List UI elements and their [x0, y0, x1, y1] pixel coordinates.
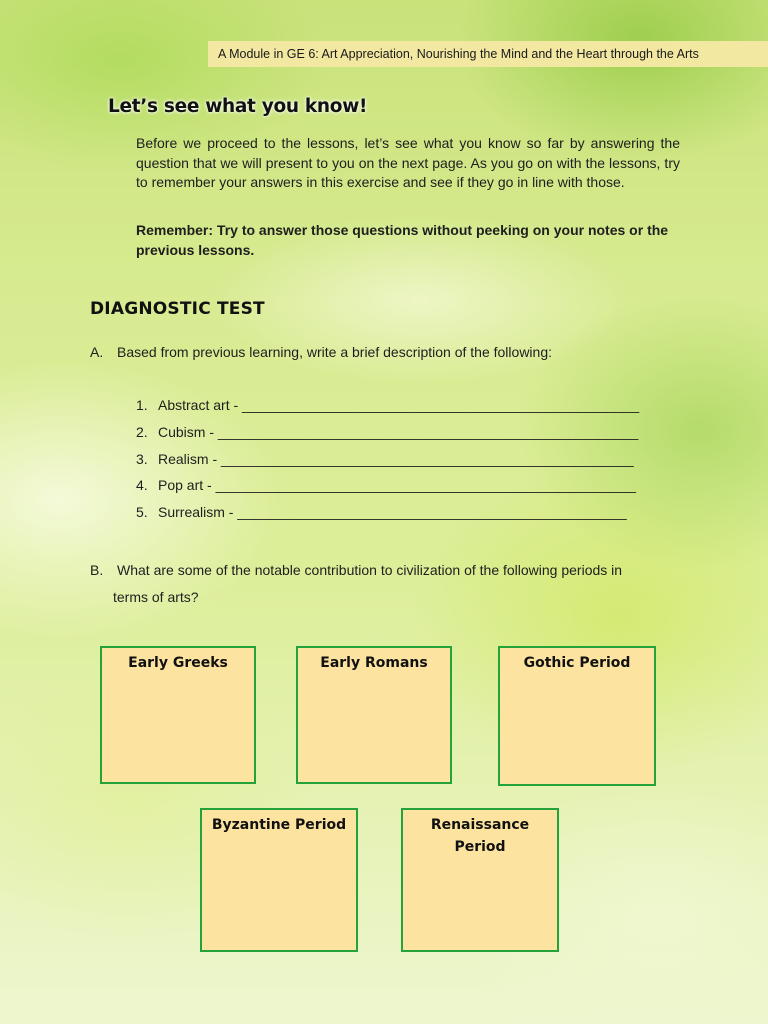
item-number: 4.: [136, 477, 148, 494]
item-number: 3.: [136, 450, 148, 467]
list-item: [136, 477, 639, 504]
part-a-items: [136, 397, 639, 531]
list-item: [136, 424, 639, 451]
box-label: Early Romans: [320, 655, 428, 671]
intro-heading: Let’s see what you know!: [108, 96, 368, 117]
item-text: Abstract art - ___________________________________________________: [158, 397, 640, 413]
part-b-text-line2: terms of arts?: [113, 589, 199, 605]
item-text: Realism - _____________________________________________________: [158, 450, 634, 467]
box-label: Early Greeks: [128, 655, 228, 671]
part-b-prompt: [90, 557, 690, 611]
item-number: 5.: [136, 504, 148, 520]
module-title: A Module in GE 6: Art Appreciation, Nourishing the Mind and the Heart through the Arts: [218, 47, 699, 61]
item-text: Cubism - ______________________________________________________: [158, 423, 639, 440]
answer-box-renaissance-period[interactable]: [401, 808, 559, 952]
answer-box-early-romans[interactable]: [296, 646, 452, 784]
item-text: Pop art - ______________________________________________________: [158, 477, 637, 494]
part-a-prompt: [90, 344, 552, 360]
box-label: Byzantine Period: [211, 817, 347, 833]
box-label-line2: Period: [454, 839, 506, 855]
item-number: 1.: [136, 397, 148, 413]
answer-box-byzantine-period[interactable]: [200, 808, 358, 952]
intro-paragraph: Before we proceed to the lessons, let’s see what you know so far by answering the question that we will present to you on the next page. As you go on with the lessons, try to remember your answers in this exercise and see if they go in line with those.: [136, 135, 680, 190]
answer-box-gothic-period[interactable]: [498, 646, 656, 786]
part-b-text-line1: What are some of the notable contribution to civilization of the following periods in: [117, 562, 623, 578]
box-label: Renaissance: [430, 817, 530, 833]
box-label: Gothic Period: [523, 655, 631, 671]
answer-box-early-greeks[interactable]: [100, 646, 256, 784]
item-number: 2.: [136, 423, 148, 440]
list-item: [136, 451, 639, 478]
module-header-band: [208, 41, 768, 67]
list-item: [136, 397, 639, 424]
part-b-letter: B.: [90, 562, 104, 578]
remember-note: Remember: Try to answer those questions without peeking on your notes or the previous lessons.: [136, 222, 669, 258]
item-text: Surrealism - __________________________________________________: [158, 504, 627, 520]
part-a-text: Based from previous learning, write a brief description of the following:: [117, 344, 552, 360]
part-a-letter: A.: [90, 344, 104, 360]
diagnostic-test-heading: DIAGNOSTIC TEST: [90, 299, 265, 319]
list-item: [136, 504, 639, 531]
